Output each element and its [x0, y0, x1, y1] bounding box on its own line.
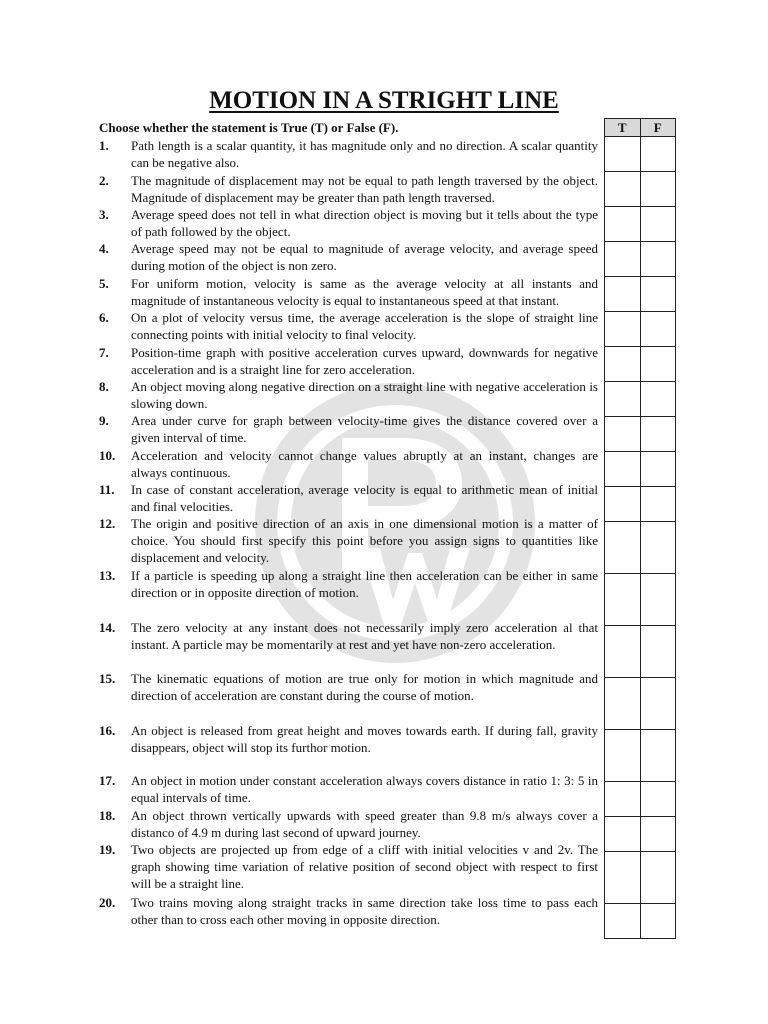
statement-item: [99, 240, 598, 274]
answer-cell-true[interactable]: [605, 417, 641, 452]
answer-cell-false[interactable]: [641, 137, 677, 172]
statement-number: 4.: [99, 241, 109, 256]
statement-number: 12.: [99, 516, 116, 531]
statement-item: [99, 807, 598, 841]
answer-cell-false[interactable]: [641, 242, 677, 277]
statement-text: The origin and positive direction of an axis in one dimensional motion is a matter of choice. You should first specify this point before you assign signs to quantities like displacement and velocity.: [131, 516, 598, 566]
answer-cell-false[interactable]: [641, 782, 677, 817]
answer-row: [605, 312, 676, 347]
statement-item: [99, 722, 598, 756]
answer-cell-false[interactable]: [641, 522, 677, 574]
false-column-header: F: [641, 119, 677, 137]
answer-cell-true[interactable]: [605, 277, 641, 312]
answer-cell-true[interactable]: [605, 347, 641, 382]
statement-text: For uniform motion, velocity is same as the average velocity at all instants and magnitude of instantaneous velocity is equal to instantaneous speed at that instant.: [131, 276, 598, 309]
answer-row: [605, 382, 676, 417]
answer-row: [605, 207, 676, 242]
statement-text: Area under curve for graph between velocity-time gives the distance covered over a given interval of time.: [131, 413, 598, 446]
statement-text: On a plot of velocity versus time, the average acceleration is the slope of straight line connecting points with initial velocity to final velocity.: [131, 310, 598, 343]
answer-cell-false[interactable]: [641, 678, 677, 730]
statement-text: The kinematic equations of motion are true only for motion in which magnitude and direction of acceleration are constant during the course of motion.: [131, 671, 598, 704]
answer-cell-false[interactable]: [641, 277, 677, 312]
answer-cell-true[interactable]: [605, 207, 641, 242]
statement-number: 16.: [99, 723, 116, 738]
answer-row: [605, 452, 676, 487]
statement-item: [99, 515, 598, 567]
statement-number: 18.: [99, 808, 116, 823]
answer-table-header: [605, 119, 676, 137]
statement-item: [99, 447, 598, 481]
statement-text: Position-time graph with positive acceleration curves upward, downwards for negative acceleration and is a straight line for zero acceleration.: [131, 345, 598, 378]
statement-number: 9.: [99, 413, 109, 428]
answer-cell-true[interactable]: [605, 730, 641, 782]
answer-cell-true[interactable]: [605, 172, 641, 207]
answer-cell-false[interactable]: [641, 382, 677, 417]
statement-number: 15.: [99, 671, 116, 686]
answer-row: [605, 626, 676, 678]
statement-item: [99, 567, 598, 601]
answer-cell-true[interactable]: [605, 626, 641, 678]
answer-cell-true[interactable]: [605, 312, 641, 347]
statement-item: [99, 841, 598, 893]
statement-text: Acceleration and velocity cannot change values abruptly at an instant, changes are always continuous.: [131, 448, 598, 481]
statement-text: The zero velocity at any instant does not necessarily imply zero acceleration al that instant. A particle may be momentarily at rest and yet have non-zero acceleration.: [131, 620, 598, 653]
statement-item: [99, 412, 598, 446]
statement-text: If a particle is speeding up along a straight line then acceleration can be either in same direction or in opposite direction of motion.: [131, 568, 598, 601]
answer-cell-true[interactable]: [605, 487, 641, 522]
answer-row: [605, 137, 676, 172]
statement-number: 6.: [99, 310, 109, 325]
statement-number: 17.: [99, 773, 116, 788]
page-title: MOTION IN A STRIGHT LINE: [209, 87, 559, 114]
statement-number: 3.: [99, 207, 109, 222]
answer-row: [605, 782, 676, 817]
statement-text: Two objects are projected up from edge of a cliff with initial velocities v and 2v. The graph showing time variation of relative position of second object with respect to first will be a straight line.: [131, 842, 598, 892]
answer-row: [605, 730, 676, 782]
answer-cell-false[interactable]: [641, 730, 677, 782]
statement-number: 8.: [99, 379, 109, 394]
answer-cell-false[interactable]: [641, 487, 677, 522]
statement-item: [99, 619, 598, 653]
statement-item: [99, 481, 598, 515]
statement-number: 20.: [99, 895, 116, 910]
answer-row: [605, 522, 676, 574]
answer-cell-true[interactable]: [605, 242, 641, 277]
statement-text: An object moving along negative direction on a straight line with negative acceleration is slowing down.: [131, 379, 598, 412]
answer-table: [604, 118, 676, 939]
statement-number: 14.: [99, 620, 116, 635]
answer-row: [605, 904, 676, 939]
answer-cell-true[interactable]: [605, 382, 641, 417]
true-column-header: T: [605, 119, 641, 137]
answer-row: [605, 852, 676, 904]
answer-row: [605, 277, 676, 312]
statement-item: [99, 894, 598, 928]
statement-item: [99, 275, 598, 309]
statement-item: [99, 137, 598, 171]
statement-number: 2.: [99, 173, 109, 188]
statement-number: 1.: [99, 138, 109, 153]
statement-item: [99, 172, 598, 206]
answer-cell-false[interactable]: [641, 904, 677, 939]
answer-cell-false[interactable]: [641, 626, 677, 678]
statement-text: An object in motion under constant acceleration always covers distance in ratio 1: 3: 5 in equal intervals of time.: [131, 773, 598, 806]
statement-number: 11.: [99, 482, 115, 497]
statement-text: An object thrown vertically upwards with speed greater than 9.8 m/s always cover a distanco of 4.9 m during last second of upward journey.: [131, 808, 598, 841]
answer-cell-true[interactable]: [605, 678, 641, 730]
answer-cell-false[interactable]: [641, 574, 677, 626]
answer-cell-false[interactable]: [641, 817, 677, 852]
statement-text: Average speed does not tell in what direction object is moving but it tells about the type of path followed by the object.: [131, 207, 598, 240]
answer-row: [605, 172, 676, 207]
answer-row: [605, 574, 676, 626]
statement-number: 10.: [99, 448, 116, 463]
answer-row: [605, 678, 676, 730]
answer-cell-false[interactable]: [641, 452, 677, 487]
answer-cell-true[interactable]: [605, 522, 641, 574]
statement-text: In case of constant acceleration, average velocity is equal to arithmetic mean of initial and final velocities.: [131, 482, 598, 515]
answer-cell-true[interactable]: [605, 852, 641, 904]
answer-row: [605, 242, 676, 277]
answer-cell-true[interactable]: [605, 452, 641, 487]
answer-cell-false[interactable]: [641, 417, 677, 452]
statement-number: 13.: [99, 568, 116, 583]
statement-item: [99, 378, 598, 412]
answer-cell-false[interactable]: [641, 852, 677, 904]
answer-row: [605, 817, 676, 852]
statement-number: 19.: [99, 842, 116, 857]
answer-row: [605, 487, 676, 522]
statement-item: [99, 670, 598, 704]
answer-cell-false[interactable]: [641, 172, 677, 207]
answer-cell-true[interactable]: [605, 574, 641, 626]
answer-cell-false[interactable]: [641, 347, 677, 382]
answer-row: [605, 417, 676, 452]
statement-text: The magnitude of displacement may not be equal to path length traversed by the object. Magnitude of displacement may be greater than path length traversed.: [131, 173, 598, 206]
statement-item: [99, 772, 598, 806]
instructions: Choose whether the statement is True (T) or False (F).: [99, 120, 399, 135]
answer-row: [605, 347, 676, 382]
statement-text: Average speed may not be equal to magnitude of average velocity, and average speed during motion of the object is non zero.: [131, 241, 598, 274]
statement-item: [99, 309, 598, 343]
statement-number: 7.: [99, 345, 109, 360]
statement-item: [99, 344, 598, 378]
statement-text: Two trains moving along straight tracks in same direction take loss time to pass each other than to cross each other moving in opposite direction.: [131, 895, 598, 928]
answer-cell-false[interactable]: [641, 207, 677, 242]
statement-text: An object is released from great height and moves towards earth. If during fall, gravity disappears, object will stop its furthor motion.: [131, 723, 598, 756]
answer-cell-true[interactable]: [605, 904, 641, 939]
statement-number: 5.: [99, 276, 109, 291]
statement-text: Path length is a scalar quantity, it has magnitude only and no direction. A scalar quantity can be negative also.: [131, 138, 598, 171]
statement-item: [99, 206, 598, 240]
answer-cell-true[interactable]: [605, 782, 641, 817]
answer-cell-true[interactable]: [605, 137, 641, 172]
answer-cell-false[interactable]: [641, 312, 677, 347]
answer-cell-true[interactable]: [605, 817, 641, 852]
